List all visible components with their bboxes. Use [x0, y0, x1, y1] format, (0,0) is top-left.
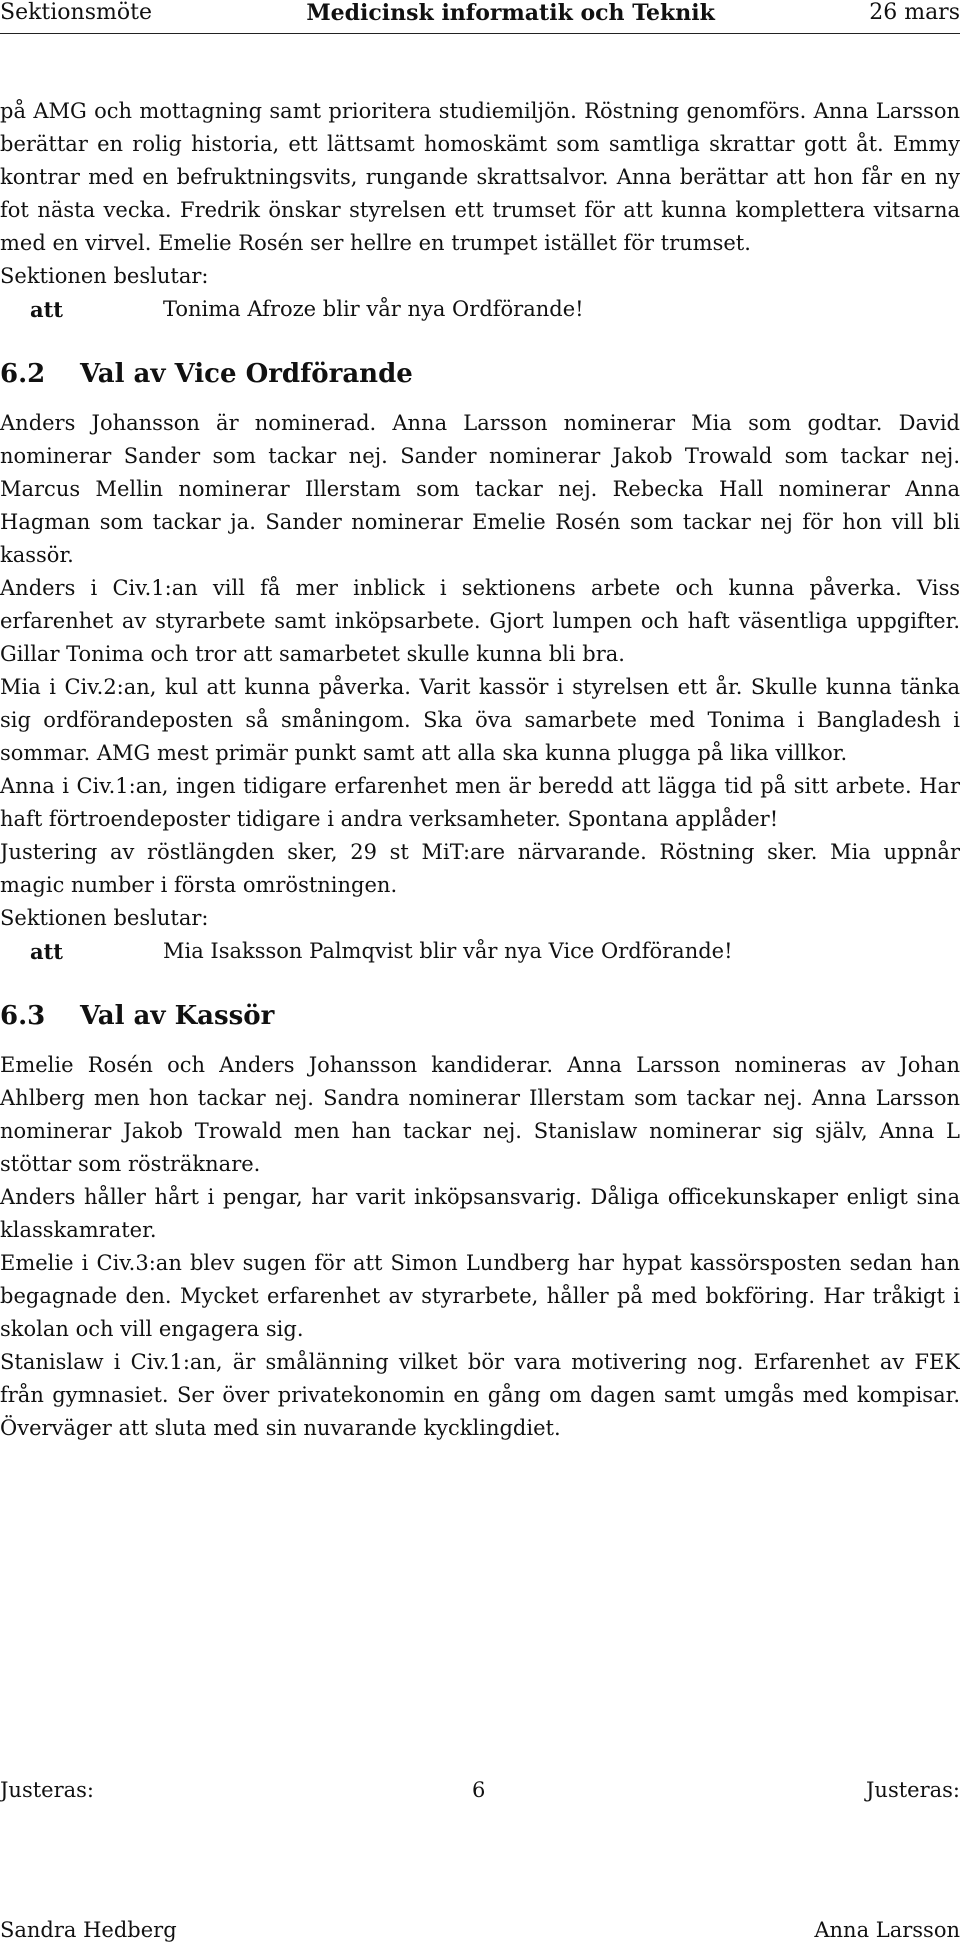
document-body — [0, 95, 960, 1445]
signer-right: Anna Larsson — [814, 1918, 960, 1942]
section-title: Val av Vice Ordförande — [80, 359, 413, 389]
decision-text: Mia Isaksson Palmqvist blir vår nya Vice Ordförande! — [163, 939, 733, 963]
section-number: 6.3 — [0, 1001, 46, 1031]
decision-att: att — [30, 939, 64, 964]
section-number: 6.2 — [0, 359, 46, 389]
decision-intro: Sektionen beslutar: — [0, 906, 209, 930]
header-left: Sektionsmöte — [0, 0, 152, 25]
paragraph: Anders i Civ.1:an vill få mer inblick i sektionens arbete och kunna påverka. Viss erfarenhet av styrarbete samt inköpsarbete. Gjort lumpen och haft väsentliga uppgifter. Gillar Tonima och tror att samarbetet skulle kunna bli bra. — [0, 576, 960, 666]
footer-justeras-right: Justeras: — [866, 1778, 960, 1802]
decision-line — [0, 293, 960, 326]
decision-text: Tonima Afroze blir vår nya Ordförande! — [163, 297, 584, 321]
paragraph: Emelie i Civ.3:an blev sugen för att Simon Lundberg har hypat kassörsposten sedan han begagnade den. Mycket erfarenhet av styrarbete, håller på med bokföring. Har tråkigt i skolan och vill engagera sig. — [0, 1251, 960, 1341]
paragraph: på AMG och mottagning samt prioritera studiemiljön. Röstning genomförs. Anna Larsson berättar en rolig historia, ett lättsamt homoskämt som samtliga skrattar gott åt. Emmy kontrar med en befruktningsvits, rungande skrattsalvor. Anna berättar att hon får en ny fot nästa vecka. Fredrik önskar styrelsen ett trumset för att kunna komplettera vitsarna med en virvel. Emelie Rosén ser hellre en trumpet istället för trumset. — [0, 99, 960, 255]
section-title: Val av Kassör — [80, 1001, 275, 1031]
page-number: 6 — [472, 1778, 486, 1802]
paragraph: Anders Johansson är nominerad. Anna Larsson nominerar Mia som godtar. David nominerar Sander som tackar nej. Sander nominerar Jakob Trowald som tackar nej. Marcus Mellin nominerar Illerstam som tackar nej. Rebecka Hall nominerar Anna Hagman som tackar ja. Sander nominerar Emelie Rosén som tackar nej för hon vill bli kassör. — [0, 411, 960, 567]
header-date: 26 mars — [869, 0, 960, 25]
signer-left: Sandra Hedberg — [0, 1918, 177, 1942]
paragraph: Justering av röstlängden sker, 29 st MiT:are närvarande. Röstning sker. Mia uppnår magic number i första omröstningen. — [0, 840, 960, 897]
paragraph: Emelie Rosén och Anders Johansson kandiderar. Anna Larsson nomineras av Johan Ahlberg men hon tackar nej. Sandra nominerar Illerstam som tackar nej. Anna Larsson nominerar Jakob Trowald men han tackar nej. Stanislaw nominerar sig själv, Anna L stöttar som rösträknare. — [0, 1053, 960, 1176]
header-rule — [0, 33, 960, 34]
paragraph: Anders håller hårt i pengar, har varit inköpsansvarig. Dåliga officekunskaper enligt sina klasskamrater. — [0, 1185, 960, 1242]
running-header — [0, 0, 960, 32]
footer-justeras-left: Justeras: — [0, 1778, 94, 1802]
section-heading — [0, 998, 960, 1034]
paragraph: Anna i Civ.1:an, ingen tidigare erfarenhet men är beredd att lägga tid på sitt arbete. Har haft förtroendeposter tidigare i andra verksamheter. Spontana applåder! — [0, 774, 960, 831]
paragraph: Mia i Civ.2:an, kul att kunna påverka. Varit kassör i styrelsen ett år. Skulle kunna tänka sig ordförandeposten så småningom. Ska öva samarbete med Tonima i Bangladesh i sommar. AMG mest primär punkt samt att alla ska kunna plugga på lika villkor. — [0, 675, 960, 765]
section-heading — [0, 356, 960, 392]
decision-att: att — [30, 297, 64, 322]
signers — [0, 1918, 960, 1942]
paragraph: Stanislaw i Civ.1:an, är smålänning vilket bör vara motivering nog. Erfarenhet av FEK från gymnasiet. Ser över privatekonomin en gång om dagen samt umgås med kompisar. Överväger att sluta med sin nuvarande kycklingdiet. — [0, 1350, 960, 1440]
footer — [0, 1778, 960, 1802]
header-title: Medicinsk informatik och Teknik — [306, 0, 715, 26]
decision-line — [0, 935, 960, 968]
decision-intro: Sektionen beslutar: — [0, 264, 209, 288]
